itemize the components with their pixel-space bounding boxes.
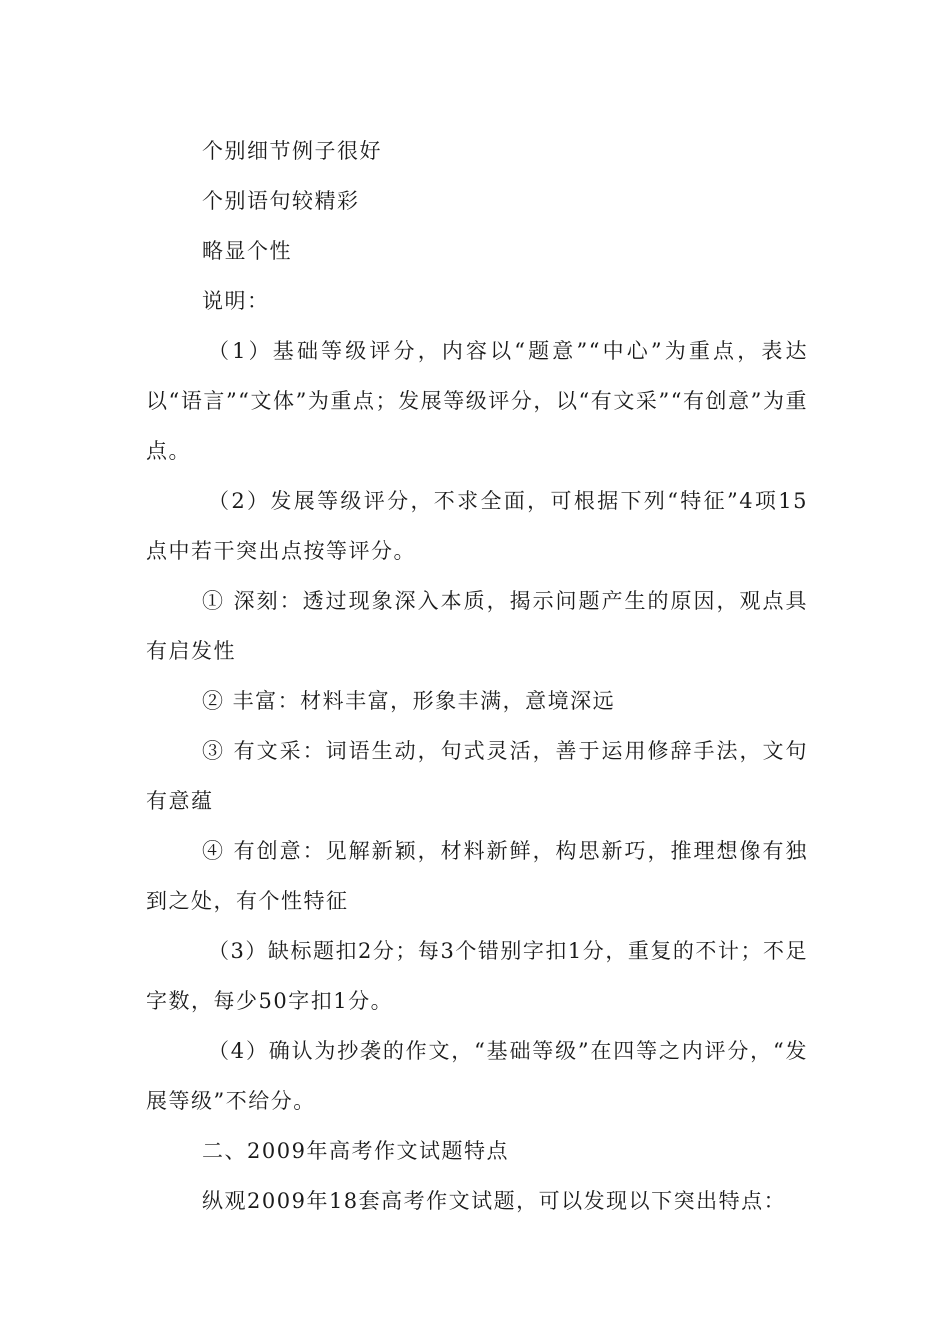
paragraph-note-2: （2）发展等级评分，不求全面，可根据下列“特征”4项15点中若干突出点按等评分。 xyxy=(146,489,808,563)
paragraph-personality: 略显个性 xyxy=(202,239,292,263)
paragraph-overview: 纵观2009年18套高考作文试题，可以发现以下突出特点： xyxy=(202,1189,787,1213)
paragraph-note-4: （4）确认为抄袭的作文，“基础等级”在四等之内评分，“发展等级”不给分。 xyxy=(146,1039,808,1113)
paragraph-notes-heading: 说明： xyxy=(202,289,270,313)
paragraph-feature-literary: ③ 有文采：词语生动，句式灵活，善于运用修辞手法，文句有意蕴 xyxy=(146,739,808,813)
paragraph-note-3: （3）缺标题扣2分；每3个错别字扣1分，重复的不计；不足字数，每少50字扣1分。 xyxy=(146,939,808,1013)
document-body xyxy=(146,126,808,1226)
paragraph-detail-examples: 个别细节例子很好 xyxy=(202,139,382,163)
paragraph-feature-rich: ② 丰富：材料丰富，形象丰满，意境深远 xyxy=(202,689,616,713)
section-heading-2009: 二、2009年高考作文试题特点 xyxy=(202,1139,509,1163)
paragraph-note-1: （1）基础等级评分，内容以“题意”“中心”为重点，表达以“语言”“文体”为重点；发展等级评分，以“有文采”“有创意”为重点。 xyxy=(146,339,808,463)
paragraph-sentences: 个别语句较精彩 xyxy=(202,189,360,213)
paragraph-feature-creative: ④ 有创意：见解新颖，材料新鲜，构思新巧，推理想像有独到之处，有个性特征 xyxy=(146,839,808,913)
paragraph-feature-deep: ① 深刻：透过现象深入本质，揭示问题产生的原因，观点具有启发性 xyxy=(146,589,808,663)
